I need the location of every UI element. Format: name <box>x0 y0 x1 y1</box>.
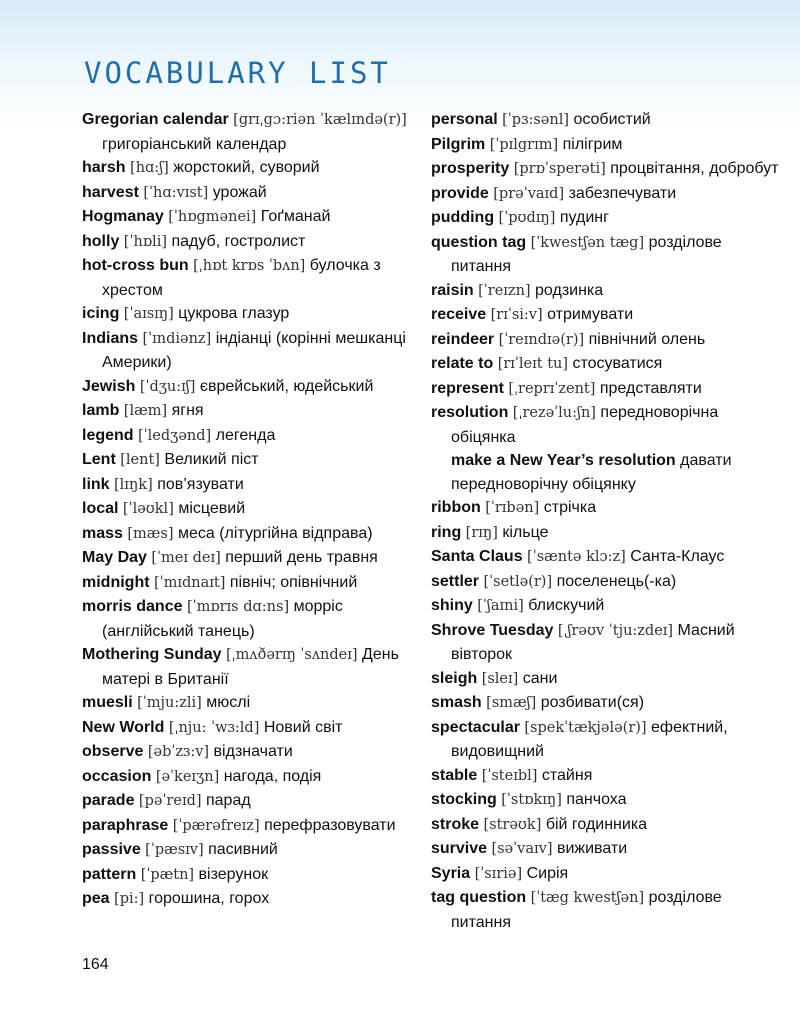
vocab-entry <box>431 157 781 182</box>
vocab-translation: меса (літургійна відправа) <box>177 524 373 542</box>
vocab-transcription: [hɑ:ʃ] <box>130 160 169 176</box>
vocab-transcription: [rɪˈleɪt tu] <box>497 356 569 372</box>
vocab-transcription: [ˈpæsɪv] <box>145 842 204 858</box>
vocab-transcription: [ˈpærəfreɪz] <box>172 817 260 834</box>
vocab-entry <box>431 182 781 207</box>
vocab-headword: Pilgrim <box>431 135 486 153</box>
vocab-transcription: [ˈaɪsɪŋ] <box>123 306 174 322</box>
vocab-headword: midnight <box>82 573 150 591</box>
vocab-headword: Santa Claus <box>431 548 523 565</box>
vocab-entry <box>431 570 781 595</box>
vocab-transcription: [ˌrezəˈlu:ʃn] <box>512 405 596 421</box>
vocab-translation: поселенець(-ка) <box>556 572 677 590</box>
vocab-translation: падуб, гостролист <box>171 232 306 250</box>
vocab-headword: represent <box>431 379 504 397</box>
vocab-headword: icing <box>82 305 120 322</box>
vocab-entry <box>82 375 416 400</box>
vocab-headword: local <box>82 500 119 517</box>
vocab-entry <box>431 133 781 158</box>
vocab-translation: панчоха <box>566 791 627 808</box>
vocab-headword: receive <box>431 306 487 323</box>
vocab-entry <box>82 522 416 547</box>
vocab-entry <box>82 643 416 691</box>
vocab-headword: spectacular <box>431 718 520 736</box>
vocab-entry <box>82 863 416 888</box>
vocab-translation: стайня <box>541 766 593 784</box>
vocab-headword: Mothering Sunday <box>82 646 222 663</box>
vocab-entry <box>431 279 781 304</box>
vocab-headword: prosperity <box>431 160 510 177</box>
vocab-headword: resolution <box>431 404 509 421</box>
vocab-transcription: [ˈpɜ:sənl] <box>502 112 569 128</box>
vocab-headword: link <box>82 475 110 493</box>
vocab-translation: урожай <box>212 183 267 201</box>
vocab-transcription: [ˈtæg kwestʃən] <box>530 890 645 906</box>
vocab-headword: passive <box>82 841 141 858</box>
vocab-translation: північ; опівнічний <box>229 573 358 591</box>
vocab-translation: кільце <box>502 523 549 541</box>
vocab-translation: забезпечувати <box>568 184 677 202</box>
vocab-headword: harsh <box>82 159 126 176</box>
vocab-entry <box>82 814 416 839</box>
page-number: 164 <box>82 956 109 973</box>
vocabulary-column-right <box>431 108 781 934</box>
vocab-entry <box>431 231 781 279</box>
vocab-headword: relate to <box>431 355 494 372</box>
vocab-translation: стосуватися <box>572 355 663 372</box>
vocab-headword: holly <box>82 232 120 250</box>
vocab-transcription: [ˈpætn] <box>140 866 195 883</box>
vocab-transcription: [grɪˌgɔ:riən ˈkælɪndə(r)] <box>233 112 407 128</box>
vocab-translation: передноворічна обіцянка <box>451 404 719 446</box>
vocab-entry <box>431 352 781 377</box>
vocab-transcription: [əbˈzɜ:v] <box>147 744 210 760</box>
vocab-transcription: [ˈhɑ:vɪst] <box>143 184 209 201</box>
vocab-headword: question tag <box>431 233 527 251</box>
vocab-translation: розділове питання <box>451 889 722 931</box>
vocab-entry <box>82 108 416 156</box>
vocab-headword: May Day <box>82 549 147 566</box>
vocab-headword: provide <box>431 184 489 202</box>
vocab-entry <box>82 497 416 522</box>
vocab-transcription: [ˈpɪlgrɪm] <box>489 136 559 153</box>
vocab-entry <box>431 716 781 764</box>
vocab-entry <box>82 546 416 571</box>
vocab-translation: Новий світ <box>263 718 343 736</box>
vocab-transcription: [prɒˈsperəti] <box>513 161 606 177</box>
vocab-headword: occasion <box>82 767 152 785</box>
vocab-transcription: [ˈʃaɪni] <box>477 598 524 614</box>
vocab-transcription: [pəˈreɪd] <box>138 793 202 809</box>
vocab-headword: lamb <box>82 402 120 419</box>
vocab-entry <box>431 449 781 496</box>
vocab-transcription: [pi:] <box>114 891 145 907</box>
vocab-translation: родзинка <box>535 281 604 299</box>
vocab-translation: індіанці (корінні мешканці Америки) <box>102 329 406 371</box>
vocab-translation: морріс (англійський танець) <box>102 598 343 640</box>
vocab-translation: Гоґманай <box>260 208 331 225</box>
vocab-headword: sleigh <box>431 669 478 687</box>
vocab-translation: День матері в Британії <box>102 646 399 688</box>
vocab-entry <box>82 691 416 716</box>
vocab-entry <box>431 619 781 667</box>
vocab-headword: morris dance <box>82 598 183 615</box>
vocab-entry <box>431 667 781 692</box>
vocab-entry <box>431 545 781 570</box>
vocab-entry <box>82 473 416 498</box>
vocab-headword: stroke <box>431 815 480 833</box>
vocab-entry <box>82 838 416 863</box>
vocab-translation: отримувати <box>547 306 634 323</box>
vocab-transcription: [ˈmju:zli] <box>137 695 202 711</box>
vocab-headword: raisin <box>431 281 474 299</box>
vocab-transcription: [ˈsteɪbl] <box>481 767 538 784</box>
vocab-entry <box>82 448 416 473</box>
vocab-translation: пов’язувати <box>157 475 244 493</box>
vocab-translation: Сирія <box>526 864 569 882</box>
vocab-translation: булочка з хрестом <box>102 257 381 299</box>
vocab-translation: перефразовувати <box>264 816 396 834</box>
vocab-transcription: [ˈrɪbən] <box>485 500 540 516</box>
vocab-headword: make a New Year’s resolution <box>451 452 676 469</box>
vocab-transcription: [ˈreɪndɪə(r)] <box>498 331 585 348</box>
vocab-entry <box>82 789 416 814</box>
vocab-transcription: [ˈkwestʃən tæg] <box>530 234 645 251</box>
vocab-headword: muesli <box>82 694 133 711</box>
vocab-translation: пудинг <box>559 209 609 226</box>
vocab-transcription: [ˈstɒkɪŋ] <box>501 792 562 808</box>
vocab-translation: давати передноворічну обіцянку <box>451 452 732 493</box>
vocab-entry <box>431 496 781 521</box>
vocab-transcription: [ˈpʊdɪŋ] <box>498 210 556 226</box>
vocab-headword: paraphrase <box>82 816 169 834</box>
vocab-transcription: [ˌreprɪˈzent] <box>508 380 596 397</box>
vocab-translation: жорстокий, суворий <box>173 159 320 176</box>
vocab-transcription: [ˌnju: ˈwɜ:ld] <box>168 719 260 736</box>
vocab-entry <box>82 424 416 449</box>
vocab-headword: stocking <box>431 791 497 808</box>
vocab-transcription: [ˌmʌðərɪŋ ˈsʌndeɪ] <box>226 647 358 663</box>
vocab-entry <box>82 571 416 596</box>
vocab-translation: горошина, горох <box>148 890 270 907</box>
vocab-headword: ring <box>431 523 462 541</box>
vocab-entry <box>82 181 416 206</box>
vocab-translation: мюслі <box>206 694 251 711</box>
vocab-headword: parade <box>82 792 135 809</box>
vocab-transcription: [ˈdʒu:ɪʃ] <box>139 378 196 395</box>
vocab-translation: легенда <box>215 426 276 444</box>
vocab-headword: shiny <box>431 597 473 614</box>
vocab-transcription: [ˈsɪriə] <box>474 865 523 882</box>
vocab-translation: особистий <box>573 111 651 128</box>
vocab-transcription: [səˈvaɪv] <box>491 841 553 857</box>
vocab-headword: Gregorian calendar <box>82 111 229 128</box>
vocab-headword: legend <box>82 426 134 444</box>
vocab-headword: hot-cross bun <box>82 257 189 274</box>
vocab-transcription: [ˈɪndiənz] <box>142 330 212 347</box>
vocab-headword: Syria <box>431 864 471 882</box>
vocab-headword: pudding <box>431 209 495 226</box>
vocab-transcription: [rɪˈsi:v] <box>490 307 543 323</box>
vocab-entry <box>82 302 416 327</box>
vocab-headword: mass <box>82 524 123 542</box>
vocab-headword: Jewish <box>82 377 136 395</box>
vocab-transcription: [əˈkeɪʒn] <box>155 768 220 785</box>
vocab-transcription: [sleɪ] <box>481 670 519 687</box>
vocab-entry <box>82 740 416 765</box>
vocab-translation: процвітання, добробут <box>610 160 779 177</box>
vocab-transcription: [ˈləʊkl] <box>122 501 174 517</box>
vocab-entry <box>431 401 781 449</box>
vocab-entry <box>431 108 781 133</box>
vocab-transcription: [læm] <box>123 403 168 419</box>
vocab-entry <box>431 862 781 887</box>
vocab-headword: pattern <box>82 865 137 883</box>
vocab-entry <box>431 377 781 402</box>
vocab-headword: Shrove Tuesday <box>431 621 554 639</box>
vocab-translation: стрічка <box>543 499 597 516</box>
vocab-headword: observe <box>82 743 144 760</box>
vocab-translation: відзначати <box>213 743 293 760</box>
vocab-translation: пілігрим <box>562 135 623 153</box>
vocab-headword: New World <box>82 718 165 736</box>
vocab-entry <box>431 813 781 838</box>
vocab-headword: personal <box>431 111 498 128</box>
vocab-entry <box>431 328 781 353</box>
vocab-entry <box>431 837 781 862</box>
vocab-translation: розбивати(ся) <box>540 694 645 711</box>
page-title: VOCABULARY LIST <box>84 56 391 90</box>
vocab-translation: Масний вівторок <box>451 621 735 663</box>
vocab-entry <box>82 399 416 424</box>
vocab-headword: Indians <box>82 329 139 347</box>
vocab-entry <box>82 887 416 912</box>
vocab-entry <box>431 206 781 231</box>
vocab-transcription: [mæs] <box>127 525 174 542</box>
vocab-translation: цукрова глазур <box>178 305 290 322</box>
vocab-transcription: [ˈmɒrɪs dɑ:ns] <box>186 599 290 615</box>
vocab-transcription: [lent] <box>120 452 160 468</box>
vocab-transcription: [ˈreɪzn] <box>478 282 531 299</box>
vocab-entry <box>82 595 416 643</box>
vocab-headword: Hogmanay <box>82 208 164 225</box>
vocab-translation: місцевий <box>178 500 246 517</box>
vocab-entry <box>82 765 416 790</box>
vocab-entry <box>431 788 781 813</box>
vocab-transcription: [ˈsæntə klɔ:z] <box>527 549 626 565</box>
vocab-headword: pea <box>82 890 110 907</box>
vocab-entry <box>82 716 416 741</box>
vocab-entry <box>431 594 781 619</box>
vocabulary-column-left <box>82 108 416 912</box>
vocab-entry <box>82 327 416 375</box>
vocab-transcription: [smæʃ] <box>486 695 537 711</box>
vocab-transcription: [strəʊk] <box>483 816 542 833</box>
vocab-translation: перший день травня <box>225 549 378 566</box>
vocab-transcription: [ˌhɒt krɒs ˈbʌn] <box>193 258 306 274</box>
vocab-headword: settler <box>431 572 480 590</box>
vocab-entry <box>431 886 781 934</box>
vocab-translation: візерунок <box>198 865 269 883</box>
vocab-headword: stable <box>431 766 478 784</box>
vocab-entry <box>82 230 416 255</box>
vocab-transcription: [ˈhɒli] <box>123 233 167 250</box>
vocab-transcription: [ˈmeɪ deɪ] <box>151 550 221 566</box>
vocab-translation: блискучий <box>528 597 605 614</box>
vocab-entry <box>82 205 416 230</box>
vocab-headword: ribbon <box>431 499 481 516</box>
vocab-transcription: [prəˈvaɪd] <box>493 185 565 202</box>
vocab-headword: smash <box>431 694 482 711</box>
vocab-translation: Санта-Клаус <box>630 548 725 565</box>
vocab-translation: виживати <box>556 840 628 857</box>
vocab-translation: північний олень <box>588 330 706 348</box>
vocab-translation: сани <box>522 669 558 687</box>
vocab-translation: парад <box>205 792 251 809</box>
vocab-translation: єврейський, юдейський <box>199 377 374 395</box>
vocab-transcription: [lɪŋk] <box>114 476 153 493</box>
vocab-headword: survive <box>431 840 488 857</box>
vocab-translation: Великий піст <box>164 451 259 468</box>
vocab-translation: григоріанський календар <box>102 135 287 153</box>
vocab-headword: reindeer <box>431 330 495 348</box>
vocab-entry <box>431 303 781 328</box>
vocab-headword: tag question <box>431 889 527 906</box>
vocab-translation: нагода, подія <box>223 767 322 785</box>
vocab-transcription: [ˈmɪdnaɪt] <box>154 574 226 591</box>
vocab-entry <box>431 521 781 546</box>
vocab-translation: пасивний <box>208 841 278 858</box>
vocab-headword: harvest <box>82 183 139 201</box>
vocab-entry <box>82 254 416 302</box>
vocab-transcription: [ˈsetlə(r)] <box>483 573 553 590</box>
vocab-translation: ефектний, видовищний <box>451 718 728 760</box>
vocab-translation: представляти <box>599 379 702 397</box>
vocab-translation: бій годинника <box>545 815 648 833</box>
vocab-transcription: [spekˈtækjələ(r)] <box>524 719 647 736</box>
vocab-transcription: [ˌʃrəʊv ˈtju:zdeɪ] <box>557 622 674 639</box>
vocab-entry <box>431 764 781 789</box>
vocab-transcription: [ˈledʒənd] <box>138 427 212 444</box>
vocab-transcription: [rɪŋ] <box>465 524 498 541</box>
vocab-entry <box>431 691 781 716</box>
vocab-transcription: [ˈhɒgmənei] <box>168 209 257 225</box>
vocab-translation: розділове питання <box>451 233 722 275</box>
vocab-headword: Lent <box>82 451 116 468</box>
vocab-entry <box>82 156 416 181</box>
vocab-translation: ягня <box>171 402 204 419</box>
